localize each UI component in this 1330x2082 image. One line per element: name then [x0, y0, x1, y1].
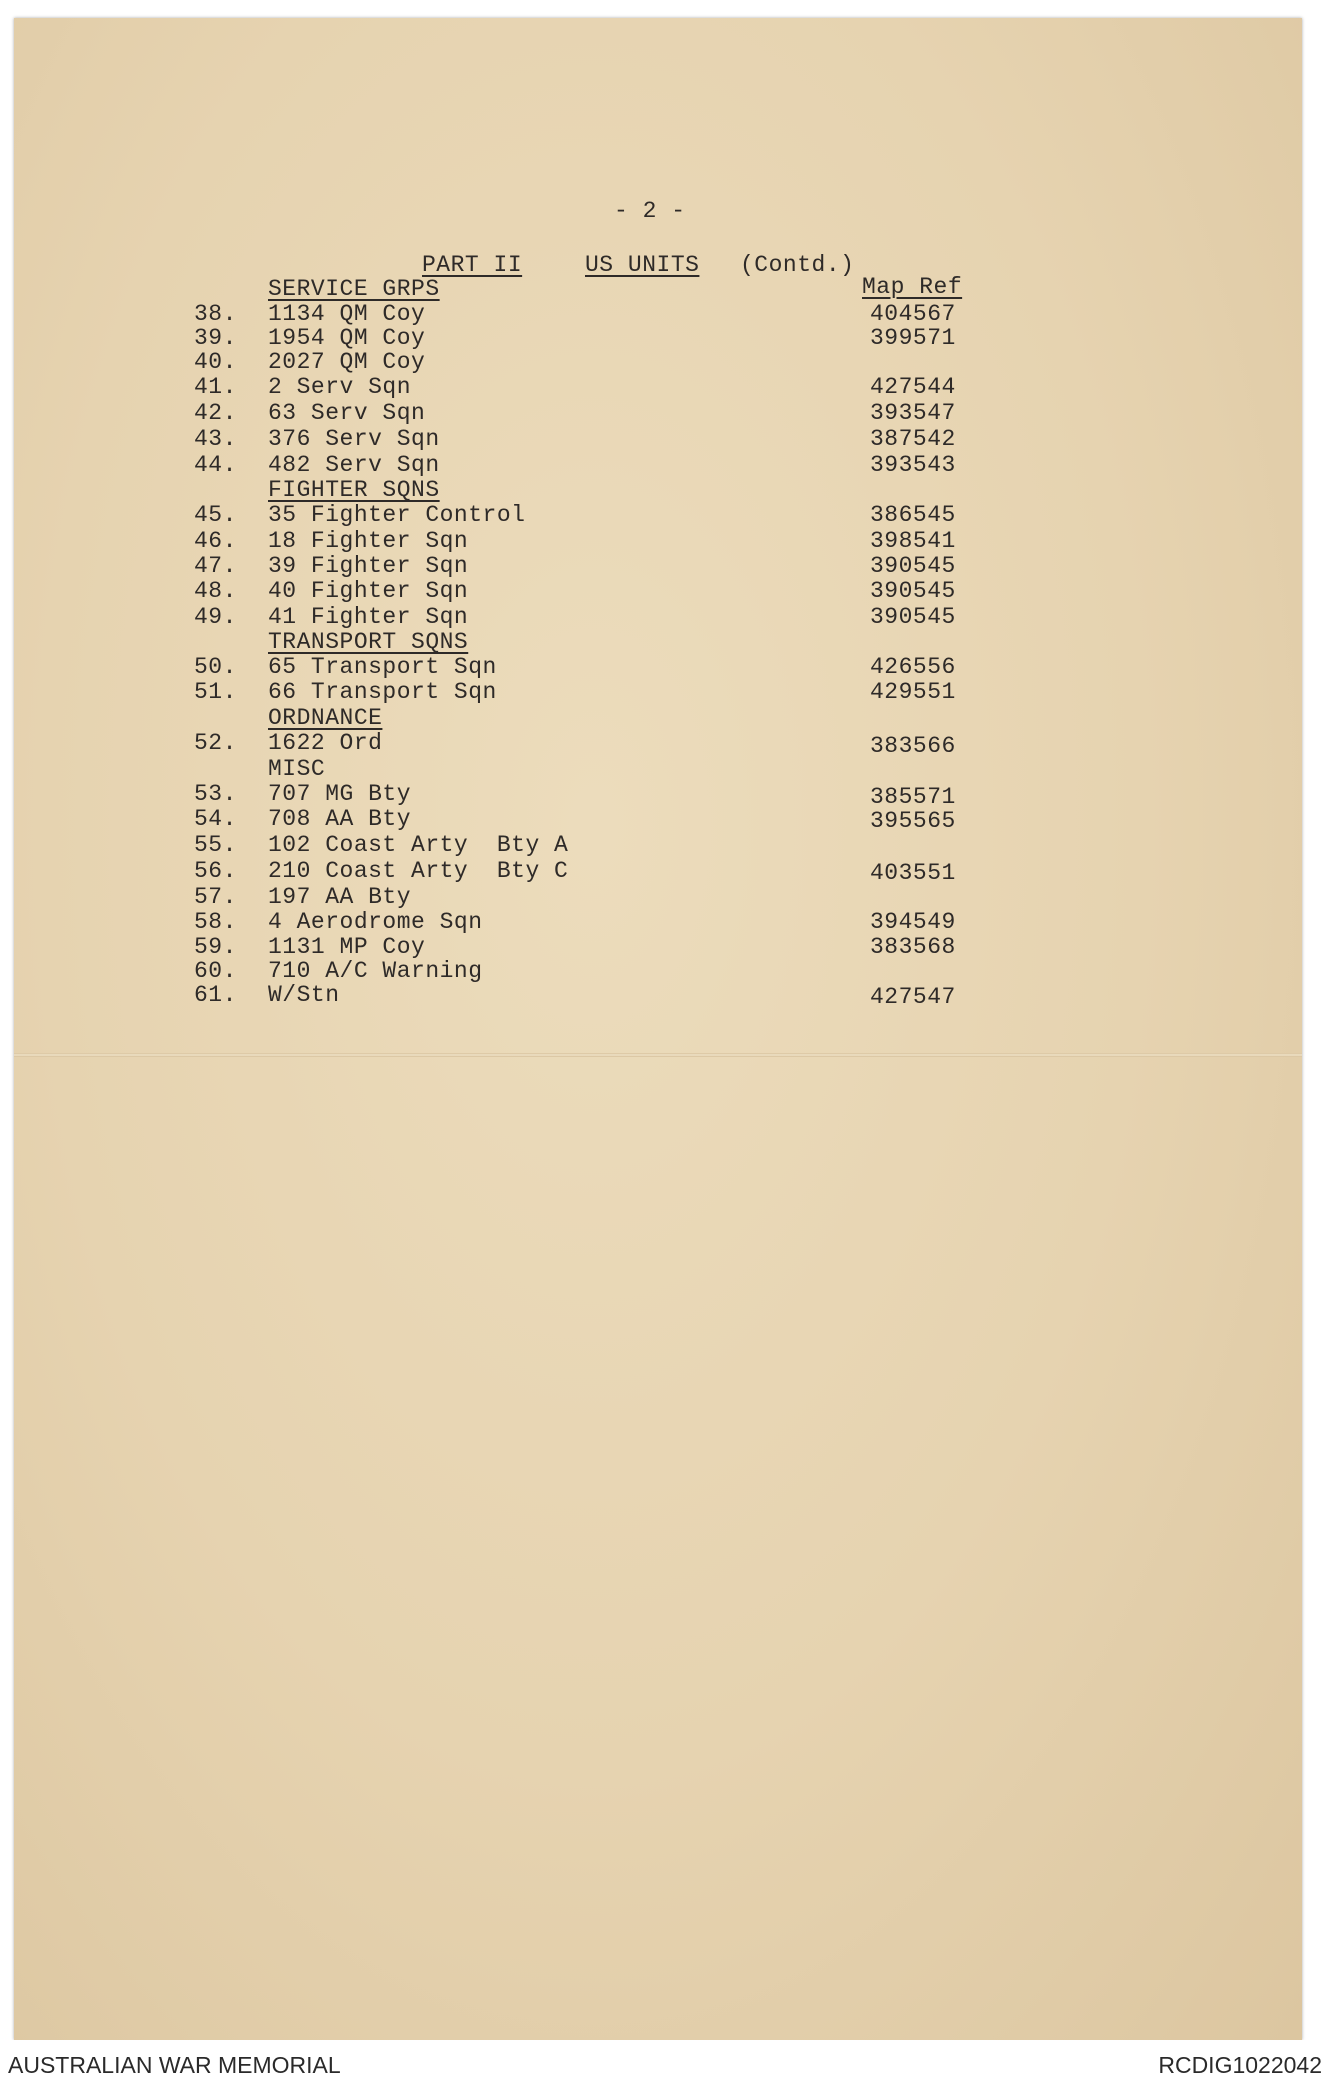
archive-caption-bar	[0, 2040, 1330, 2082]
entry-number: 58.	[194, 909, 237, 935]
entry-map-ref: 394549	[870, 909, 956, 935]
entry-name: 41 Fighter Sqn	[268, 604, 469, 630]
entry-name: 707 MG Bty	[268, 781, 412, 807]
entry-map-ref: 383566	[870, 733, 956, 759]
entry-map-ref: 386545	[870, 502, 956, 528]
entry-name: 1131 MP Coy	[268, 934, 426, 960]
entry-number: 56.	[194, 858, 237, 884]
entry-number: 45.	[194, 502, 237, 528]
entry-map-ref: 393543	[870, 452, 956, 478]
entry-number: 50.	[194, 654, 237, 680]
entry-name: 66 Transport Sqn	[268, 679, 497, 705]
map-ref-header: Map Ref	[862, 274, 963, 300]
entry-name: 482 Serv Sqn	[268, 452, 440, 478]
entry-map-ref: 395565	[870, 808, 956, 834]
entry-name: 197 AA Bty	[268, 884, 412, 910]
entry-number: 59.	[194, 934, 237, 960]
entry-map-ref: 427547	[870, 984, 956, 1010]
entry-number: 40.	[194, 349, 237, 375]
entry-name: 708 AA Bty	[268, 806, 412, 832]
entry-map-ref: 399571	[870, 325, 956, 351]
entry-name: 1622 Ord	[268, 730, 383, 756]
entry-name: 35 Fighter Control	[268, 502, 526, 528]
entry-name: W/Stn	[268, 982, 340, 1008]
fold-crease	[14, 1053, 1302, 1057]
entry-map-ref: 390545	[870, 604, 956, 630]
entry-map-ref: 403551	[870, 860, 956, 886]
entry-name: 63 Serv Sqn	[268, 400, 426, 426]
entry-number: 57.	[194, 884, 237, 910]
entry-map-ref: 385571	[870, 784, 956, 810]
entry-number: 55.	[194, 832, 237, 858]
entry-map-ref: 393547	[870, 400, 956, 426]
part-units-title: US UNITS	[585, 252, 700, 278]
entry-number: 42.	[194, 400, 237, 426]
entry-map-ref: 429551	[870, 679, 956, 705]
entry-name: 39 Fighter Sqn	[268, 553, 469, 579]
entry-number: 49.	[194, 604, 237, 630]
entry-name: 18 Fighter Sqn	[268, 528, 469, 554]
entry-number: 46.	[194, 528, 237, 554]
entry-name: 376 Serv Sqn	[268, 426, 440, 452]
entry-name: 4 Aerodrome Sqn	[268, 909, 483, 935]
entry-number: 54.	[194, 806, 237, 832]
page-number: - 2 -	[614, 198, 686, 224]
entry-number: 60.	[194, 958, 237, 984]
entry-map-ref: 398541	[870, 528, 956, 554]
entry-number: 41.	[194, 374, 237, 400]
entry-name: 210 Coast Arty Bty C	[268, 858, 569, 884]
entry-number: 44.	[194, 452, 237, 478]
entry-number: 53.	[194, 781, 237, 807]
entry-name: 710 A/C Warning	[268, 958, 483, 984]
archive-name: AUSTRALIAN WAR MEMORIAL	[8, 2052, 341, 2078]
group-title-transport: TRANSPORT SQNS	[268, 629, 469, 655]
entry-name: 40 Fighter Sqn	[268, 578, 469, 604]
entry-number: 52.	[194, 730, 237, 756]
entry-name: 1954 QM Coy	[268, 325, 426, 351]
entry-map-ref: 390545	[870, 553, 956, 579]
entry-map-ref: 390545	[870, 578, 956, 604]
group-title-fighter: FIGHTER SQNS	[268, 477, 440, 503]
entry-number: 38.	[194, 301, 237, 327]
part-title: PART II	[422, 252, 523, 278]
entry-map-ref: 383568	[870, 934, 956, 960]
group-title-service: SERVICE GRPS	[268, 276, 440, 302]
entry-number: 39.	[194, 325, 237, 351]
entry-name: 1134 QM Coy	[268, 301, 426, 327]
entry-map-ref: 426556	[870, 654, 956, 680]
entry-name: 2 Serv Sqn	[268, 374, 412, 400]
entry-number: 51.	[194, 679, 237, 705]
entry-number: 43.	[194, 426, 237, 452]
entry-number: 47.	[194, 553, 237, 579]
part-contd-label: (Contd.)	[740, 252, 855, 278]
entry-name: 102 Coast Arty Bty A	[268, 832, 569, 858]
group-title-misc: MISC	[268, 756, 326, 782]
entry-number: 48.	[194, 578, 237, 604]
entry-name: 2027 QM Coy	[268, 349, 426, 375]
entry-map-ref: 404567	[870, 301, 956, 327]
group-title-ordnance: ORDNANCE	[268, 705, 383, 731]
entry-map-ref: 387542	[870, 426, 956, 452]
entry-map-ref: 427544	[870, 374, 956, 400]
archive-reference-id: RCDIG1022042	[1158, 2052, 1322, 2078]
entry-name: 65 Transport Sqn	[268, 654, 497, 680]
entry-number: 61.	[194, 982, 237, 1008]
